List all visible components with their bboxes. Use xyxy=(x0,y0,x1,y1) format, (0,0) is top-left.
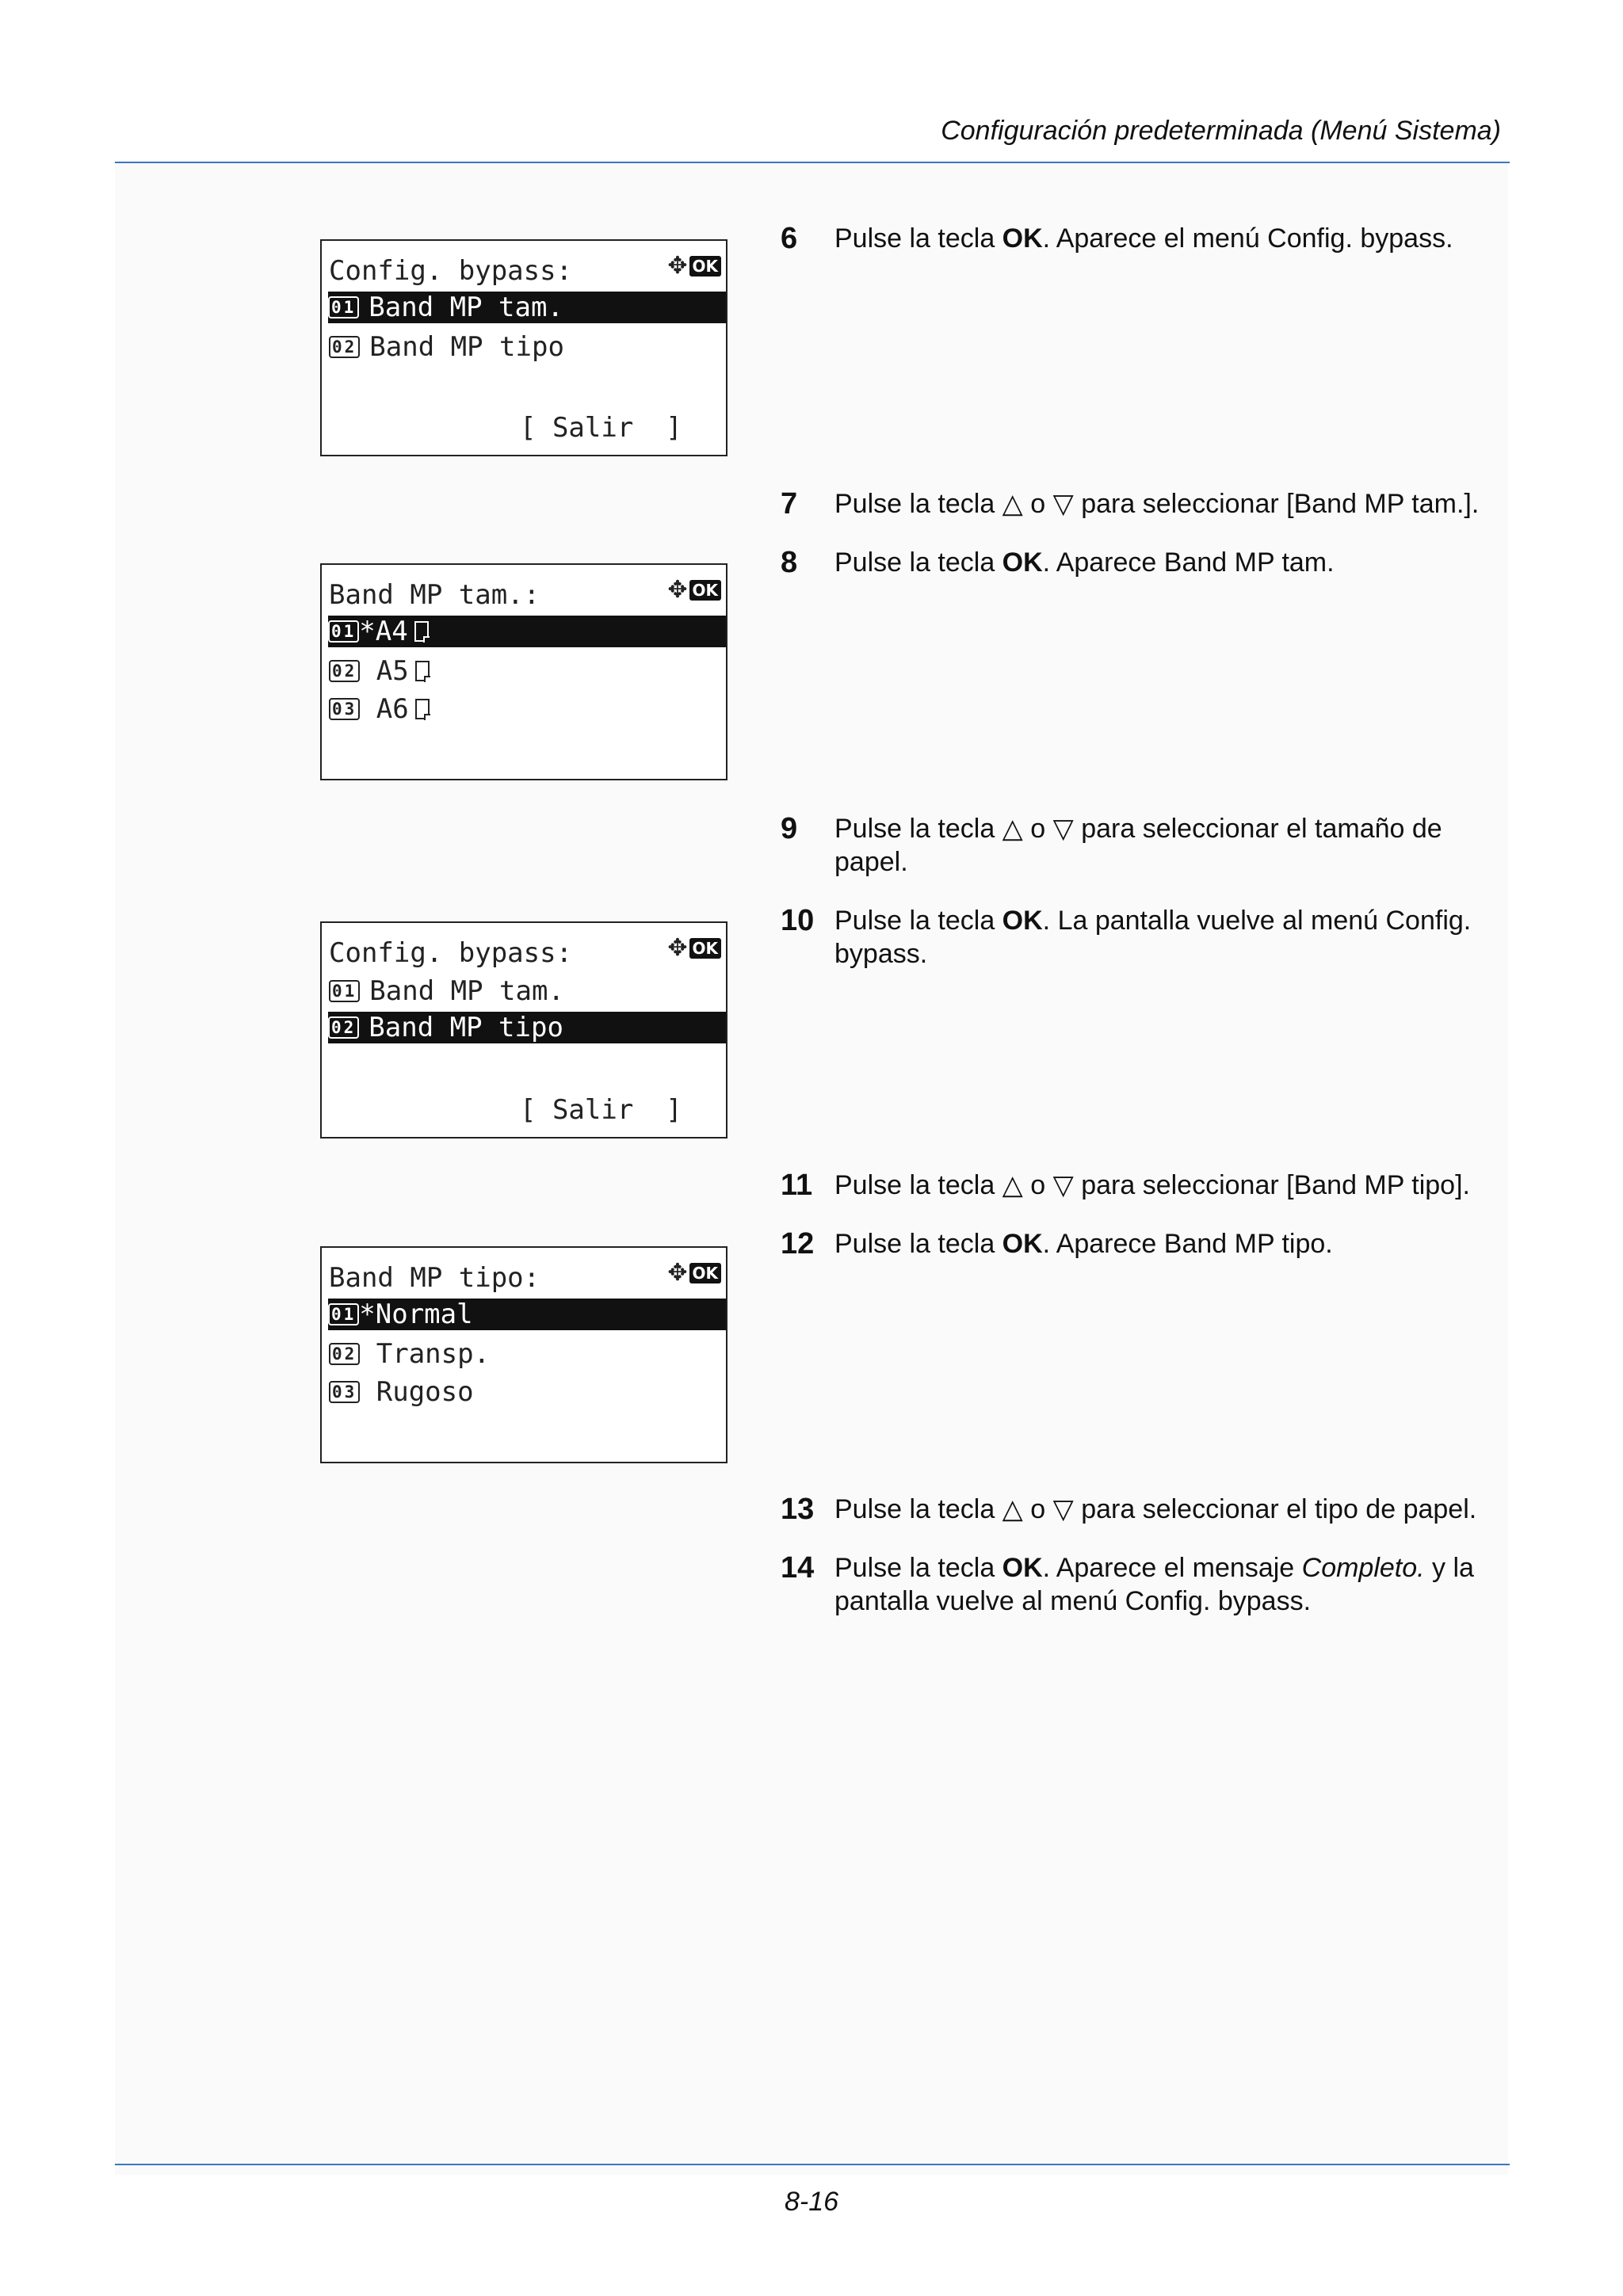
nav-ok-indicator xyxy=(667,936,721,960)
ok-key-icon: OK xyxy=(689,580,722,601)
lcd-menu-item xyxy=(329,1338,726,1370)
step-12 xyxy=(781,1227,1510,1261)
step-8 xyxy=(781,546,1510,579)
ok-key-icon: OK xyxy=(689,256,722,277)
item-number-badge: 01 xyxy=(329,980,360,1002)
step-number: 9 xyxy=(781,812,798,845)
step-number: 12 xyxy=(781,1227,815,1261)
lcd-menu-item-label: A5 xyxy=(360,655,409,687)
item-number-badge: 02 xyxy=(329,336,360,358)
step-number: 10 xyxy=(781,904,815,937)
lcd-softkey-exit: [ Salir ] xyxy=(520,1094,682,1126)
item-number-badge: 03 xyxy=(329,698,360,720)
paper-portrait-icon xyxy=(415,699,430,719)
step-6 xyxy=(781,222,1510,255)
lcd-menu-item xyxy=(329,975,726,1007)
step-number: 7 xyxy=(781,487,798,521)
item-number-badge: 01 xyxy=(328,296,359,318)
lcd-menu-item-label: Rugoso xyxy=(360,1376,474,1408)
step-11 xyxy=(781,1169,1510,1202)
step-number: 14 xyxy=(781,1551,815,1585)
step-14 xyxy=(781,1551,1510,1618)
lcd-menu-item xyxy=(329,1376,726,1408)
item-number-badge: 02 xyxy=(329,660,360,682)
lcd-menu-item-label: Transp. xyxy=(360,1338,491,1370)
item-number-badge: 01 xyxy=(328,1303,359,1325)
lcd-title: Band MP tam.: xyxy=(329,579,540,611)
page-number: 8-16 xyxy=(784,2187,839,2217)
lcd-menu-item xyxy=(328,616,726,647)
item-number-badge: 03 xyxy=(329,1381,360,1403)
lcd-screen-config-bypass-1 xyxy=(320,239,727,456)
lcd-menu-item-label: Band MP tipo xyxy=(369,331,564,363)
lcd-menu-item-label: Band MP tipo xyxy=(369,1012,563,1043)
step-7 xyxy=(781,487,1510,521)
step-text: Pulse la tecla OK. Aparece el mensaje Completo. y la pantalla vuelve al menú Config. bypass. xyxy=(834,1553,1474,1616)
step-text: Pulse la tecla OK. La pantalla vuelve al menú Config. bypass. xyxy=(834,906,1472,969)
lcd-menu-item xyxy=(328,1299,726,1330)
header-rule xyxy=(115,162,1510,163)
ok-key-icon: OK xyxy=(689,1263,722,1283)
lcd-menu-item xyxy=(328,1012,726,1043)
page-header-title: Configuración predeterminada (Menú Sistema) xyxy=(941,116,1501,146)
nav-ok-indicator xyxy=(667,1261,721,1285)
lcd-menu-item-label: Band MP tam. xyxy=(369,975,564,1007)
step-number: 11 xyxy=(781,1169,813,1202)
item-number-badge: 02 xyxy=(328,1016,359,1039)
lcd-menu-item xyxy=(328,292,726,323)
step-text: Pulse la tecla OK. Aparece Band MP tipo. xyxy=(834,1229,1333,1259)
lcd-screen-band-mp-tam xyxy=(320,563,727,780)
lcd-menu-item-label: *Normal xyxy=(359,1299,473,1330)
item-number-badge: 02 xyxy=(329,1343,360,1365)
step-number: 13 xyxy=(781,1493,815,1526)
lcd-screen-band-mp-tipo xyxy=(320,1246,727,1463)
step-text: Pulse la tecla △ o ▽ para seleccionar [Band MP tipo]. xyxy=(834,1170,1470,1200)
step-text: Pulse la tecla △ o ▽ para seleccionar el tamaño de papel. xyxy=(834,814,1442,877)
step-number: 6 xyxy=(781,222,798,255)
lcd-menu-item xyxy=(329,655,726,687)
lcd-menu-item xyxy=(329,331,726,363)
lcd-menu-item-label: A6 xyxy=(360,693,409,725)
step-text: Pulse la tecla △ o ▽ para seleccionar el tipo de papel. xyxy=(834,1494,1477,1524)
lcd-menu-item xyxy=(329,693,726,725)
step-9 xyxy=(781,812,1510,879)
four-way-arrow-icon: ✥ xyxy=(667,576,688,604)
lcd-screen-config-bypass-2 xyxy=(320,921,727,1138)
paper-portrait-icon xyxy=(415,661,430,681)
four-way-arrow-icon: ✥ xyxy=(667,1259,688,1287)
four-way-arrow-icon: ✥ xyxy=(667,252,688,280)
step-number: 8 xyxy=(781,546,798,579)
nav-ok-indicator xyxy=(667,578,721,602)
lcd-menu-item-label: Band MP tam. xyxy=(369,292,563,323)
step-10 xyxy=(781,904,1510,971)
step-13 xyxy=(781,1493,1510,1526)
lcd-title: Config. bypass: xyxy=(329,255,573,287)
item-number-badge: 01 xyxy=(328,620,359,643)
step-text: Pulse la tecla △ o ▽ para seleccionar [Band MP tam.]. xyxy=(834,489,1480,519)
footer-rule xyxy=(115,2164,1510,2165)
lcd-title: Config. bypass: xyxy=(329,937,573,969)
lcd-softkey-exit: [ Salir ] xyxy=(520,412,682,444)
ok-key-icon: OK xyxy=(689,938,722,959)
lcd-menu-item-label: *A4 xyxy=(359,616,408,647)
step-text: Pulse la tecla OK. Aparece el menú Config. bypass. xyxy=(834,223,1453,254)
lcd-title: Band MP tipo: xyxy=(329,1262,540,1294)
step-text: Pulse la tecla OK. Aparece Band MP tam. xyxy=(834,547,1335,578)
paper-portrait-icon xyxy=(414,621,429,642)
nav-ok-indicator xyxy=(667,254,721,278)
four-way-arrow-icon: ✥ xyxy=(667,934,688,962)
